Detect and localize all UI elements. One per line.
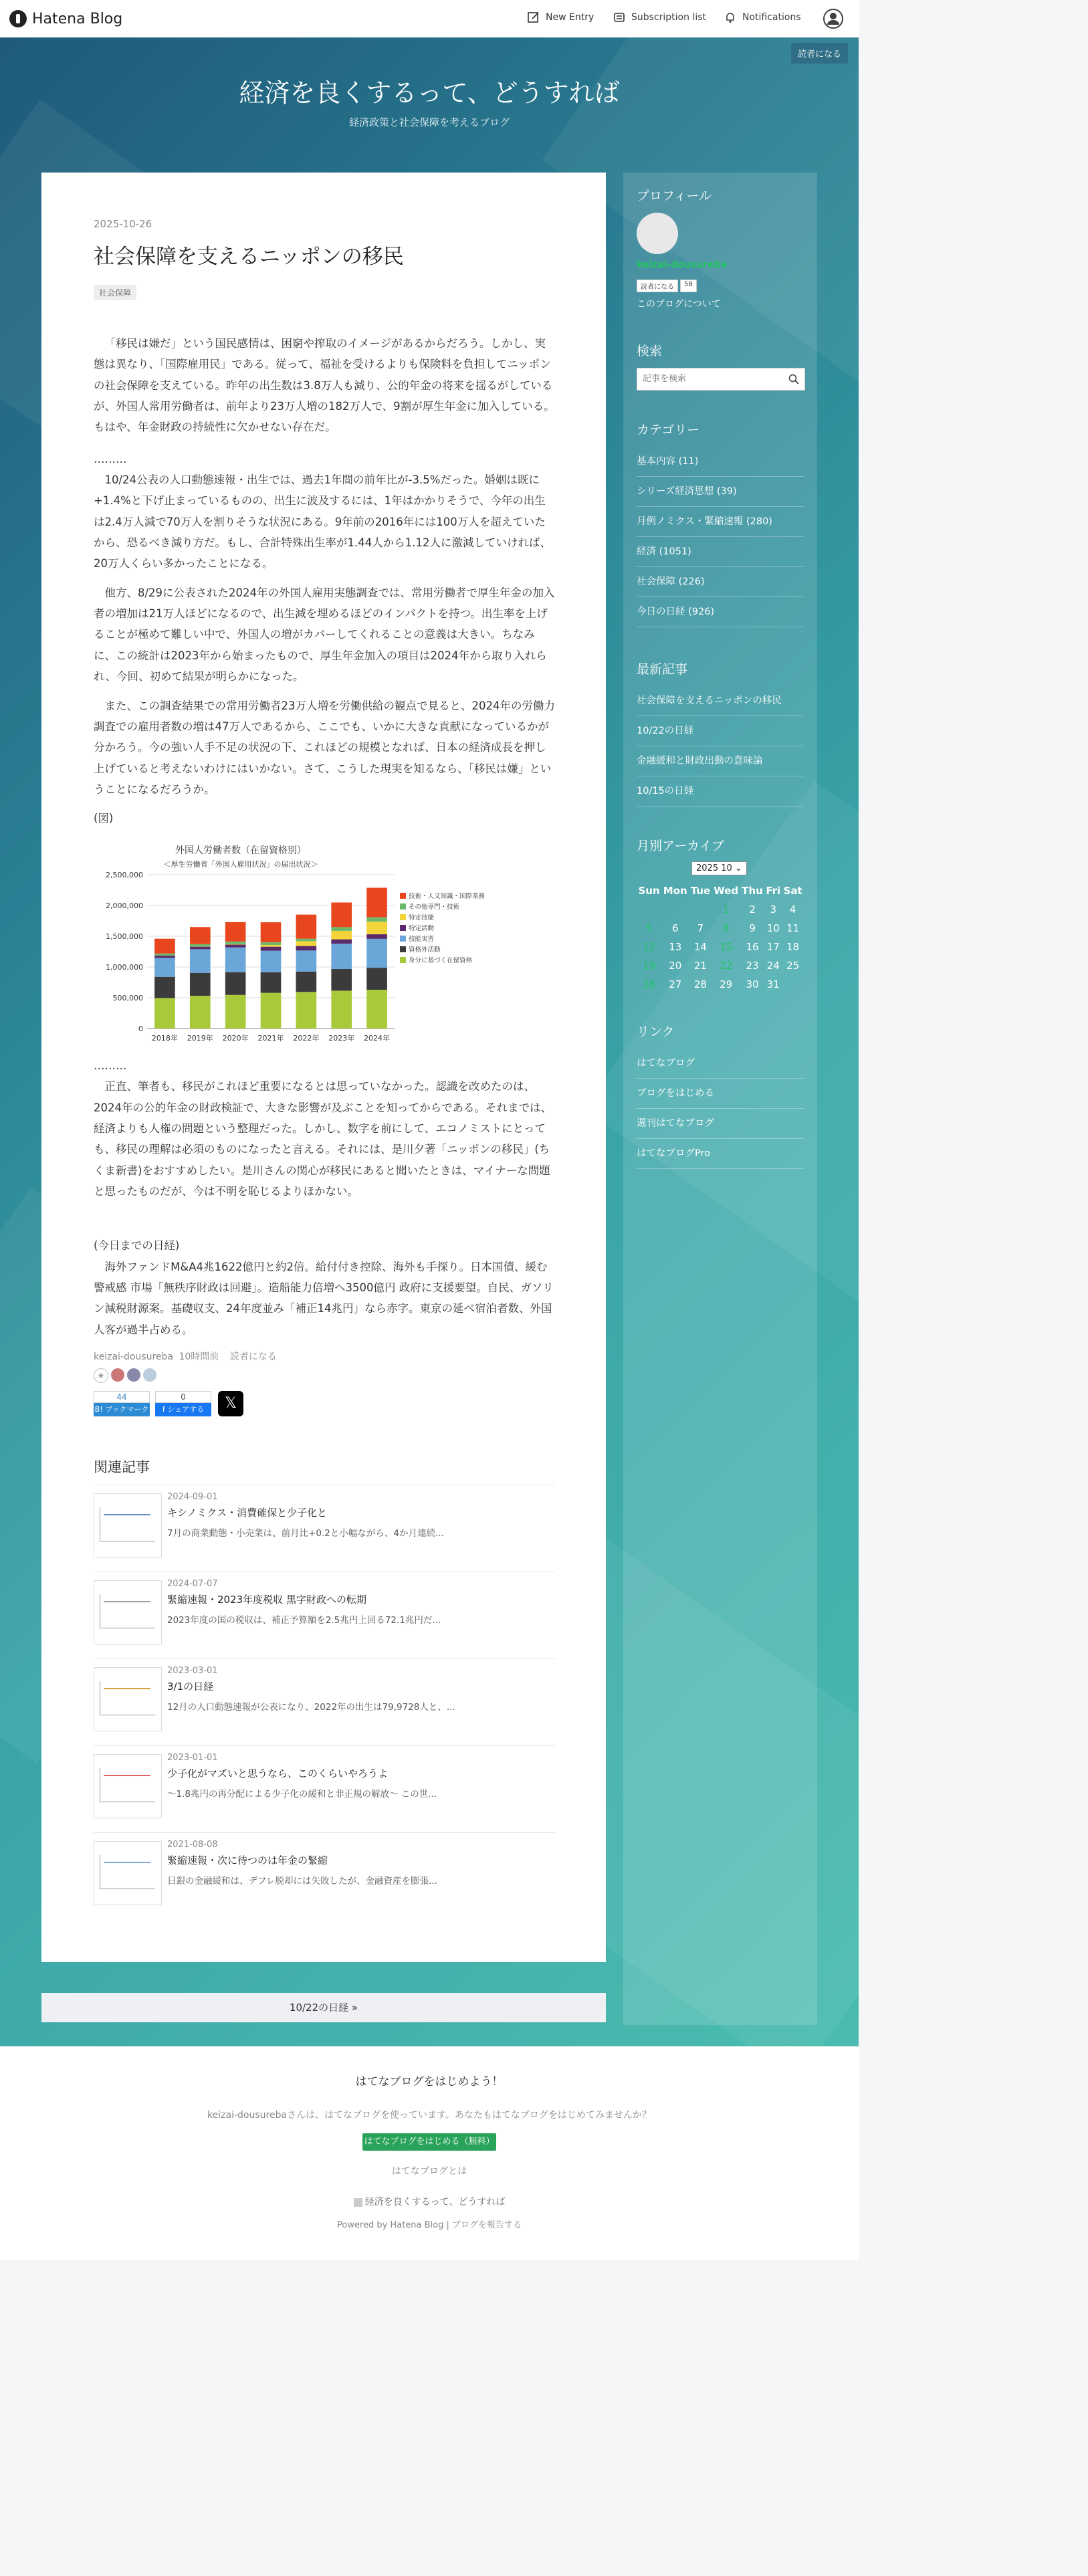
latest-entry-item[interactable]: 金融緩和と財政出動の意味論	[637, 746, 804, 776]
calendar-day[interactable]: 22	[720, 960, 733, 972]
bar-segment	[296, 950, 317, 972]
legend-swatch	[400, 925, 406, 931]
calendar-day: 3	[770, 903, 777, 916]
legend-swatch	[400, 936, 406, 942]
category-list	[637, 447, 804, 627]
entry-body-2	[94, 1055, 555, 1340]
bar-segment	[261, 945, 282, 947]
legend-label: 資格外活動	[409, 946, 441, 954]
avatar[interactable]	[143, 1368, 156, 1382]
profile-heading: プロフィール	[637, 189, 712, 203]
weekday-label: Sun	[638, 885, 660, 897]
calendar-day: 28	[693, 978, 707, 990]
legend-swatch	[400, 946, 406, 952]
bar-segment	[225, 942, 246, 944]
y-tick-label: 1,500,000	[106, 932, 143, 941]
calendar-day: 20	[669, 960, 682, 972]
bar-segment	[296, 939, 317, 942]
category-item[interactable]: 今日の日経 (926)	[637, 597, 804, 627]
y-tick-label: 1,000,000	[106, 963, 143, 972]
bar-segment	[296, 992, 317, 1029]
separator: ………	[94, 452, 127, 465]
related-title[interactable]: 緊縮速報・2023年度税収 黒字財政への転期	[167, 1594, 366, 1606]
latest-entry-item[interactable]: 社会保障を支えるニッポンの移民	[637, 686, 804, 716]
bar-segment	[366, 922, 387, 934]
calendar-day: 23	[746, 960, 759, 972]
calendar-day: 17	[766, 941, 780, 953]
weekday-label: Sat	[783, 885, 802, 897]
x-tick-label: 2021年	[257, 1034, 284, 1043]
related-item[interactable]	[94, 1745, 555, 1826]
category-item[interactable]: 社会保障 (226)	[637, 567, 804, 597]
related-thumbnail[interactable]	[94, 1667, 162, 1731]
bar-segment	[366, 934, 387, 939]
edit-icon	[527, 11, 540, 24]
category-item[interactable]: 基本内容 (11)	[637, 447, 804, 477]
calendar-day: 7	[697, 922, 704, 934]
search-icon[interactable]	[788, 374, 799, 385]
calendar-day	[782, 975, 804, 994]
paragraph: 他方、8/29に公表された2024年の外国人雇用実態調査では、常用労働者で厚生年金の加入者の増加は21万人ほどになるので、出生減を埋めるほどのインパクトを持つ。出生率を上げることが極めて難しい中で、外国人の増がカバーしてくれることの意義は大きい。ちなみに、この統計は2023年から始まったもので、厚生年金加入の項目は2024年から取り入れられ、今回、初めて結果が明らかになった。	[94, 586, 555, 683]
bar-segment	[154, 954, 175, 956]
avatar[interactable]	[111, 1368, 124, 1382]
bar-segment	[190, 996, 211, 1029]
hatena-logo[interactable]	[9, 8, 122, 29]
share-label: f シェアする	[155, 1403, 211, 1416]
entry-time[interactable]: 10時間前	[179, 1352, 219, 1362]
calendar-day: 24	[766, 960, 780, 972]
calendar-day	[637, 900, 661, 919]
legend-label: 特定活動	[409, 925, 435, 932]
entry-body	[94, 333, 555, 829]
related-date: 2024-07-07	[167, 1579, 218, 1589]
x-share-icon[interactable]: 𝕏	[218, 1391, 243, 1416]
bar-segment	[190, 944, 211, 947]
related-title[interactable]: キシノミクス・消費確保と少子化と	[167, 1507, 328, 1519]
bar-segment	[190, 927, 211, 944]
category-item[interactable]: 月例ノミクス・緊縮速報 (280)	[637, 507, 804, 537]
archive-month-select[interactable]	[691, 861, 747, 875]
x-tick-label: 2020年	[222, 1034, 249, 1043]
calendar-day: 29	[720, 978, 733, 990]
calendar-day: 4	[789, 903, 796, 916]
bar-segment	[331, 969, 352, 990]
bar-segment	[154, 939, 175, 954]
calendar-day[interactable]: 8	[722, 922, 730, 934]
bar-segment	[261, 942, 282, 945]
calendar-day[interactable]: 1	[722, 903, 730, 916]
blog-title[interactable]: 経済を良くするって、どうすれば	[239, 78, 620, 108]
bar-segment	[296, 915, 317, 939]
related-item[interactable]	[94, 1572, 555, 1652]
calendar-day: 30	[746, 978, 759, 990]
category-heading: カテゴリー	[637, 423, 700, 437]
links-list	[637, 1049, 804, 1169]
bar-segment	[154, 958, 175, 976]
subscription-list-label: Subscription list	[631, 12, 706, 23]
calendar-day: 11	[786, 922, 800, 934]
bar-segment	[190, 947, 211, 950]
calendar-day: 9	[749, 922, 756, 934]
bar-segment	[190, 973, 211, 996]
figure-label: (図)	[94, 812, 114, 825]
calendar-day: 21	[693, 960, 707, 972]
related-thumbnail[interactable]	[94, 1841, 162, 1905]
profile-reader-count: 58	[680, 280, 697, 292]
legend-swatch	[400, 903, 406, 909]
star-row	[94, 1368, 156, 1383]
bar-segment	[225, 945, 246, 948]
archive-heading: 月別アーカイブ	[637, 839, 724, 853]
entry-meta	[94, 1350, 277, 1363]
chart-title: 外国人労働者数（在留資格別）	[175, 845, 306, 856]
bar-segment	[261, 972, 282, 993]
calendar-day: 6	[671, 922, 679, 934]
bar-segment	[154, 998, 175, 1029]
facebook-share-button[interactable]	[155, 1391, 211, 1416]
y-tick-label: 2,500,000	[106, 871, 143, 879]
hatena-logo-icon	[9, 10, 27, 27]
bar-segment	[261, 922, 282, 942]
bar-segment	[261, 951, 282, 972]
y-tick-label: 500,000	[112, 994, 143, 1002]
about-hatena-link[interactable]: はてなブログとは	[391, 2166, 467, 2177]
calendar-day[interactable]: 12	[643, 941, 656, 953]
chart-subtitle: ＜厚生労働省「外国人雇用状況」の届出状況＞	[163, 860, 318, 869]
paragraph: また、この調査結果での常用労働者23万人増を労働供給の観点で見ると、2024年の労働力調査での雇用者数の増は47万人であるから、ここでも、いかに大きな貢献になっているかが分かろう。今の強い人手不足の状況の下、これほどの規模となれば、日本の経済成長を押し上げていると考えないわけにはいかない。さて、こうした現実を知るなら、「移民は嫌」ということになるだろうか。	[94, 699, 555, 796]
bar-segment	[331, 902, 352, 927]
bar-segment	[331, 927, 352, 931]
subscribe-reader-button[interactable]: 読者になる	[791, 43, 848, 64]
bar-segment	[366, 939, 387, 968]
new-entry-label: New Entry	[546, 12, 594, 23]
related-title[interactable]: 3/1の日経	[167, 1681, 214, 1693]
blog-description: 経済政策と社会保障を考えるブログ	[348, 116, 510, 128]
legend-label: 技術・人文知識・国際業務	[409, 893, 485, 900]
x-tick-label: 2024年	[364, 1034, 391, 1043]
archive-month-value: 2025 10	[696, 863, 732, 873]
related-summary: 12月の人口動態速報が公表になり、2022年の出生は79,9728人と、...	[167, 1702, 455, 1713]
bar-segment	[225, 922, 246, 942]
legend-label: 技能実習	[409, 936, 435, 943]
bar-segment	[366, 990, 387, 1029]
latest-list	[637, 686, 804, 807]
bar-segment	[296, 941, 317, 946]
separator: ………	[94, 1059, 127, 1072]
bar-segment	[225, 972, 246, 995]
related-thumbnail[interactable]	[94, 1580, 162, 1644]
link-item[interactable]: ブログをはじめる	[637, 1079, 804, 1109]
calendar-day: 27	[669, 978, 682, 990]
search-heading: 検索	[637, 344, 663, 358]
related-date: 2024-09-01	[167, 1492, 218, 1502]
bar-segment	[331, 990, 352, 1029]
subscription-icon	[613, 11, 626, 24]
profile-avatar[interactable]	[637, 213, 678, 254]
foreign-workers-chart	[94, 841, 485, 1043]
entry-reader-link[interactable]: 読者になる	[229, 1352, 277, 1362]
bar-segment	[366, 888, 387, 918]
x-tick-label: 2022年	[293, 1034, 320, 1043]
latest-entry-item[interactable]: 10/22の日経	[637, 716, 804, 746]
add-star-icon[interactable]: ★	[94, 1368, 108, 1383]
start-blog-button[interactable]: はてなブログをはじめる（無料）	[362, 2133, 496, 2151]
entry-author[interactable]: keizai-dousureba	[94, 1352, 173, 1362]
bar-segment	[190, 949, 211, 972]
bar-segment	[225, 944, 246, 945]
x-tick-label: 2018年	[151, 1034, 178, 1043]
search-box	[637, 368, 805, 391]
related-summary: 2023年度の国の税収は、補正予算額を2.5兆円上回る72.1兆円だ...	[167, 1615, 441, 1626]
profile-name[interactable]: keizai-dousureba	[637, 259, 728, 270]
weekday-label: Mon	[663, 885, 687, 897]
powered-by[interactable]: Powered by Hatena Blog | ブログを報告する	[336, 2220, 522, 2230]
bar-segment	[366, 968, 387, 990]
footer-blog-name[interactable]	[0, 2195, 859, 2208]
related-title[interactable]: 少子化がマズいと思うなら、このくらいやろうよ	[167, 1767, 389, 1780]
weekday-label: Fri	[766, 885, 781, 897]
related-thumbnail[interactable]	[94, 1493, 162, 1558]
related-date: 2021-08-08	[167, 1840, 218, 1850]
calendar-day: 2	[749, 903, 756, 916]
bookmark-label: B! ブックマーク	[94, 1403, 150, 1416]
entry-category-tag[interactable]: 社会保障	[94, 285, 136, 300]
calendar-day: 13	[669, 941, 682, 953]
paragraph: 正直、筆者も、移民がこれほど重要になるとは思っていなかった。認識を改めたのは、2024年の公的年金の財政検証で、大きな影響が及ぶことを知ってからである。それまでは、経済よりも人権の問題という整理だった。しかし、数字を前にして、エコノミストにとっても、移民の理解は必須のものになったと言える。それには、是川夕著「ニッポンの移民」(ちくま新書)をおすすめしたい。是川さんの関心が移民にあると聞いたときは、マイナーな問題と思ったものだが、今は不明を恥じるよりほかない。	[94, 1080, 552, 1198]
x-tick-label: 2023年	[328, 1034, 355, 1043]
paragraph: 「移民は嫌だ」という国民感情は、困窮や搾取のイメージがあるからだろう。しかし、実態は異なり、「国際雇用民」である。従って、福祉を受けるよりも保険料を負担してニッポンの社会保障を支えている。昨年の出生数は3.8万人も減り、公的年金の将来を揺るがしているが、外国人常用労働者は、前年より23万人増の182万人で、9割が厚生年金に加入している。もはや、年金財政の持続性に欠かせない存在だ。	[94, 337, 555, 434]
calendar-day: 18	[786, 941, 800, 953]
bar-segment	[296, 972, 317, 992]
paragraph: 海外ファンドM&A4兆1622億円と約2倍。給付付き控除、海外も手探り。日本国債、緩む警戒感 市場「無秩序財政は回避」。造船能力倍増へ3500億円 政府に支援要望。自民、ガソリン減税財源案。基礎収支、24年度並み「補正14兆円」なら赤字。東京の延べ宿泊者数、外国人客が過半占める。	[94, 1260, 554, 1336]
bar-segment	[154, 956, 175, 958]
calendar-day: 31	[766, 978, 780, 990]
bar-segment	[296, 946, 317, 951]
legend-label: その他専門・技術	[409, 903, 460, 911]
link-item[interactable]: はてなブログ	[637, 1049, 804, 1079]
next-entry-link[interactable]: 10/22の日経 »	[41, 1993, 606, 2022]
article-main	[41, 173, 606, 1962]
new-entry-button[interactable]	[527, 11, 594, 24]
chart-svg	[94, 841, 485, 1043]
weekday-label: Wed	[714, 885, 739, 897]
share-count: 0	[155, 1391, 211, 1403]
bar-segment	[331, 944, 352, 969]
category-item[interactable]: 経済 (1051)	[637, 537, 804, 567]
weekday-label: Tue	[690, 885, 711, 897]
profile-reader-label: 読者になる	[637, 280, 678, 292]
related-heading: 関連記事	[94, 1459, 150, 1475]
legend-swatch	[400, 914, 406, 920]
bar-segment	[261, 947, 282, 951]
about-blog-link[interactable]: このブログについて	[637, 299, 721, 310]
paragraph: 10/24公表の人口動態速報・出生では、過去1年間の前年比が-3.5%だった。婚姻は既に+1.4%と下げ止まっているものの、出生に波及するには、1年はかかりそうで、今年の出生は2.4万人減で70万人を割りそうな状況にある。9年前の2016年には100万人を超えていたから、恐るべき減り方だ。もし、合計特殊出生率が1.44人から1.12人に激減していければ、20万人くらい多かったことになる。	[94, 473, 551, 570]
bookmark-count: 44	[94, 1391, 150, 1403]
calendar-day	[661, 900, 689, 919]
calendar-day[interactable]: 26	[643, 978, 656, 990]
chevron-down-icon: ⌄	[734, 863, 742, 873]
avatar[interactable]	[127, 1368, 140, 1382]
archive-calendar	[637, 881, 804, 994]
legend-label: 身分に基づく在留資格	[409, 957, 473, 964]
footer	[0, 2046, 859, 2260]
bookmark-button[interactable]	[94, 1391, 150, 1416]
latest-heading: 最新記事	[637, 662, 688, 677]
calendar-day	[689, 900, 712, 919]
related-date: 2023-03-01	[167, 1666, 218, 1676]
link-item[interactable]: はてなブログPro	[637, 1139, 804, 1169]
links-heading: リンク	[637, 1025, 675, 1039]
sidebar	[623, 173, 817, 2025]
related-item[interactable]	[94, 1832, 555, 1913]
link-item[interactable]: 週刊はてなブログ	[637, 1109, 804, 1139]
footer-blog-name-text: 経済を良くするって、どうすれば	[364, 2197, 506, 2208]
calendar-day[interactable]: 15	[720, 941, 733, 953]
bar-segment	[261, 993, 282, 1029]
related-thumbnail[interactable]	[94, 1754, 162, 1818]
paragraph-heading: (今日までの日経)	[94, 1239, 180, 1253]
entry-title[interactable]: 社会保障を支えるニッポンの移民	[94, 245, 404, 269]
related-item[interactable]	[94, 1658, 555, 1739]
notifications-label: Notifications	[742, 12, 801, 23]
related-date: 2023-01-01	[167, 1753, 218, 1763]
legend-label: 特定技能	[409, 914, 435, 922]
related-summary: 7月の商業動態・小売業は、前月比+0.2と小幅ながら、4か月連続...	[167, 1528, 444, 1539]
search-input[interactable]	[641, 368, 778, 389]
footer-start-desc: keizai-dousurebaさんは、はてなブログを使っています。あなたもはてなブログをはじめてみませんか？	[207, 2110, 651, 2121]
related-summary: 日銀の金融緩和は、デフレ脱却には失敗したが、金融資産を膨張...	[167, 1876, 437, 1887]
legend-swatch	[400, 893, 406, 899]
calendar-day: 25	[786, 960, 800, 972]
y-tick-label: 2,000,000	[106, 901, 143, 910]
bar-segment	[331, 940, 352, 944]
related-summary: 〜1.8兆円の再分配による少子化の緩和と非正規の解放〜 この世...	[167, 1789, 437, 1800]
bar-segment	[154, 977, 175, 998]
calendar-day[interactable]: 19	[643, 960, 656, 972]
legend-swatch	[400, 957, 406, 963]
bar-segment	[331, 931, 352, 940]
y-tick-label: 0	[138, 1025, 143, 1033]
blog-favicon-icon	[354, 2198, 362, 2207]
bar-segment	[225, 995, 246, 1029]
calendar-day: 14	[693, 941, 707, 953]
x-tick-label: 2019年	[187, 1034, 213, 1043]
category-item[interactable]: シリーズ経済思想 (39)	[637, 477, 804, 507]
related-title[interactable]: 緊縮速報・次に待つのは年金の緊縮	[167, 1854, 328, 1866]
calendar-day[interactable]: 5	[645, 922, 653, 934]
latest-entry-item[interactable]: 10/15の日経	[637, 776, 804, 807]
calendar-day: 16	[746, 941, 759, 953]
footer-start-heading: はてなブログをはじめよう！	[355, 2075, 504, 2088]
logo-text: Hatena Blog	[32, 10, 123, 27]
page-bottom	[0, 2260, 859, 2576]
profile-reader-button[interactable]	[637, 280, 697, 292]
calendar-day: 10	[766, 922, 780, 934]
related-item[interactable]	[94, 1485, 555, 1566]
entry-date[interactable]: 2025-10-26	[94, 218, 152, 230]
weekday-label: Thu	[742, 885, 763, 897]
bar-segment	[225, 948, 246, 972]
bar-segment	[366, 918, 387, 922]
